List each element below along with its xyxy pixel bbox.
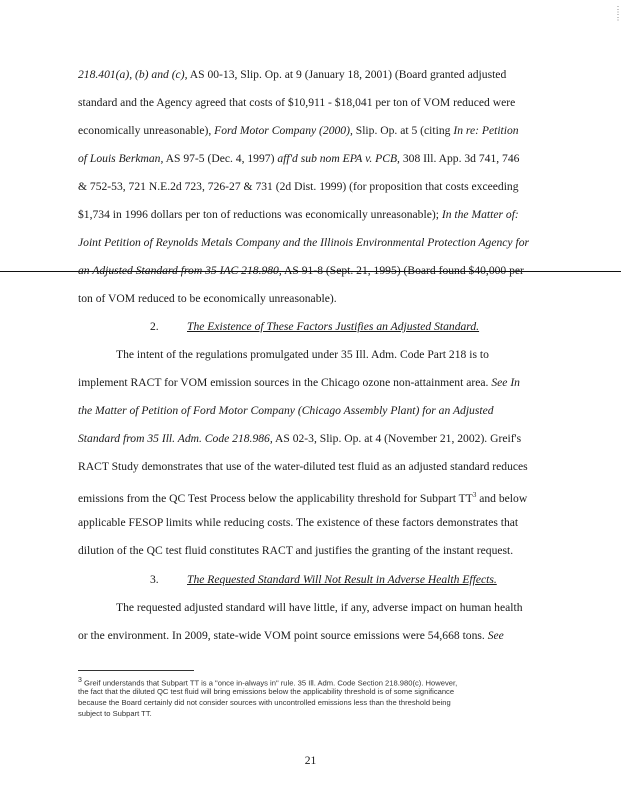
scan-edge-marks: ⋮ ⋮ — [614, 5, 622, 22]
text-line: Standard from 35 Ill. Adm. Code 218.986, AS 02-3, Slip. Op. at 4 (November 21, 2002). Greif's — [78, 432, 522, 445]
text-line: economically unreasonable), Ford Motor Company (2000), Slip. Op. at 5 (citing In re: Petition — [78, 124, 519, 137]
footnote-line: $^3$ Greif understands that Subpart TT is a "once in-always in" rule. 35 Ill. Adm. Code Section 218.980(c). However, — [78, 677, 458, 688]
section-heading-2: 2. The Existence of These Factors Justifies an Adjusted Standard. — [150, 320, 480, 333]
text-line: of Louis Berkman, AS 97-5 (Dec. 4, 1997) aff'd sub nom EPA v. PCB, 308 Ill. App. 3d 741, 746 — [78, 152, 520, 165]
text-line: 218.401(a), (b) and (c), AS 00-13, Slip. Op. at 9 (January 18, 2001) (Board granted adjusted — [78, 68, 507, 81]
text-line: RACT Study demonstrates that use of the water-diluted test fluid as an adjusted standard reduces — [78, 460, 528, 473]
text-line: dilution of the QC test fluid constitutes RACT and justifies the granting of the instant request. — [78, 544, 514, 557]
text-line: applicable FESOP limits while reducing costs. The existence of these factors demonstrates that — [78, 516, 519, 529]
footnote-line: because the Board certainly did not consider sources with uncontrolled emissions less than the threshold being — [78, 698, 451, 707]
text-line: $1,734 in 1996 dollars per ton of reductions was economically unreasonable); In the Matter of: — [78, 208, 519, 221]
text-line: the Matter of Petition of Ford Motor Company (Chicago Assembly Plant) for an Adjusted — [78, 404, 494, 417]
text-line: standard and the Agency agreed that costs of $10,911 - $18,041 per ton of VOM reduced were — [78, 96, 516, 109]
footnote-line: the fact that the diluted QC test fluid will bring emissions below the applicability threshold is of some significance — [78, 687, 455, 696]
text-line: an Adjusted Standard from 35 IAC 218.980, AS 91-8 (Sept. 21, 1995) (Board found $40,000 per — [78, 264, 524, 277]
text-line: implement RACT for VOM emission sources in the Chicago ozone non-attainment area. See In — [78, 376, 520, 389]
text-line: Joint Petition of Reynolds Metals Company and the Illinois Environmental Protection Agency for — [78, 236, 530, 249]
text-line: or the environment. In 2009, state-wide VOM point source emissions were 54,668 tons. See — [78, 629, 504, 642]
text-line: ton of VOM reduced to be economically unreasonable). — [78, 292, 337, 305]
text-line: The requested adjusted standard will have little, if any, adverse impact on human health — [116, 601, 523, 614]
page-number: 21 — [304, 754, 317, 767]
text-line: The intent of the regulations promulgated under 35 Ill. Adm. Code Part 218 is to — [116, 348, 489, 361]
footnote-line: subject to Subpart TT. — [78, 709, 152, 718]
text-line: emissions from the QC Test Process below the applicability threshold for Subpart $TT^3$ and below — [78, 491, 528, 505]
footnote-ref: 3 — [472, 491, 477, 499]
section-heading-3: 3. The Requested Standard Will Not Result in Adverse Health Effects. — [150, 573, 497, 586]
footnote-separator — [78, 670, 194, 671]
text-line: & 752-53, 721 N.E.2d 723, 726-27 & 731 (2d Dist. 1999) (for proposition that costs exceeding — [78, 180, 519, 193]
